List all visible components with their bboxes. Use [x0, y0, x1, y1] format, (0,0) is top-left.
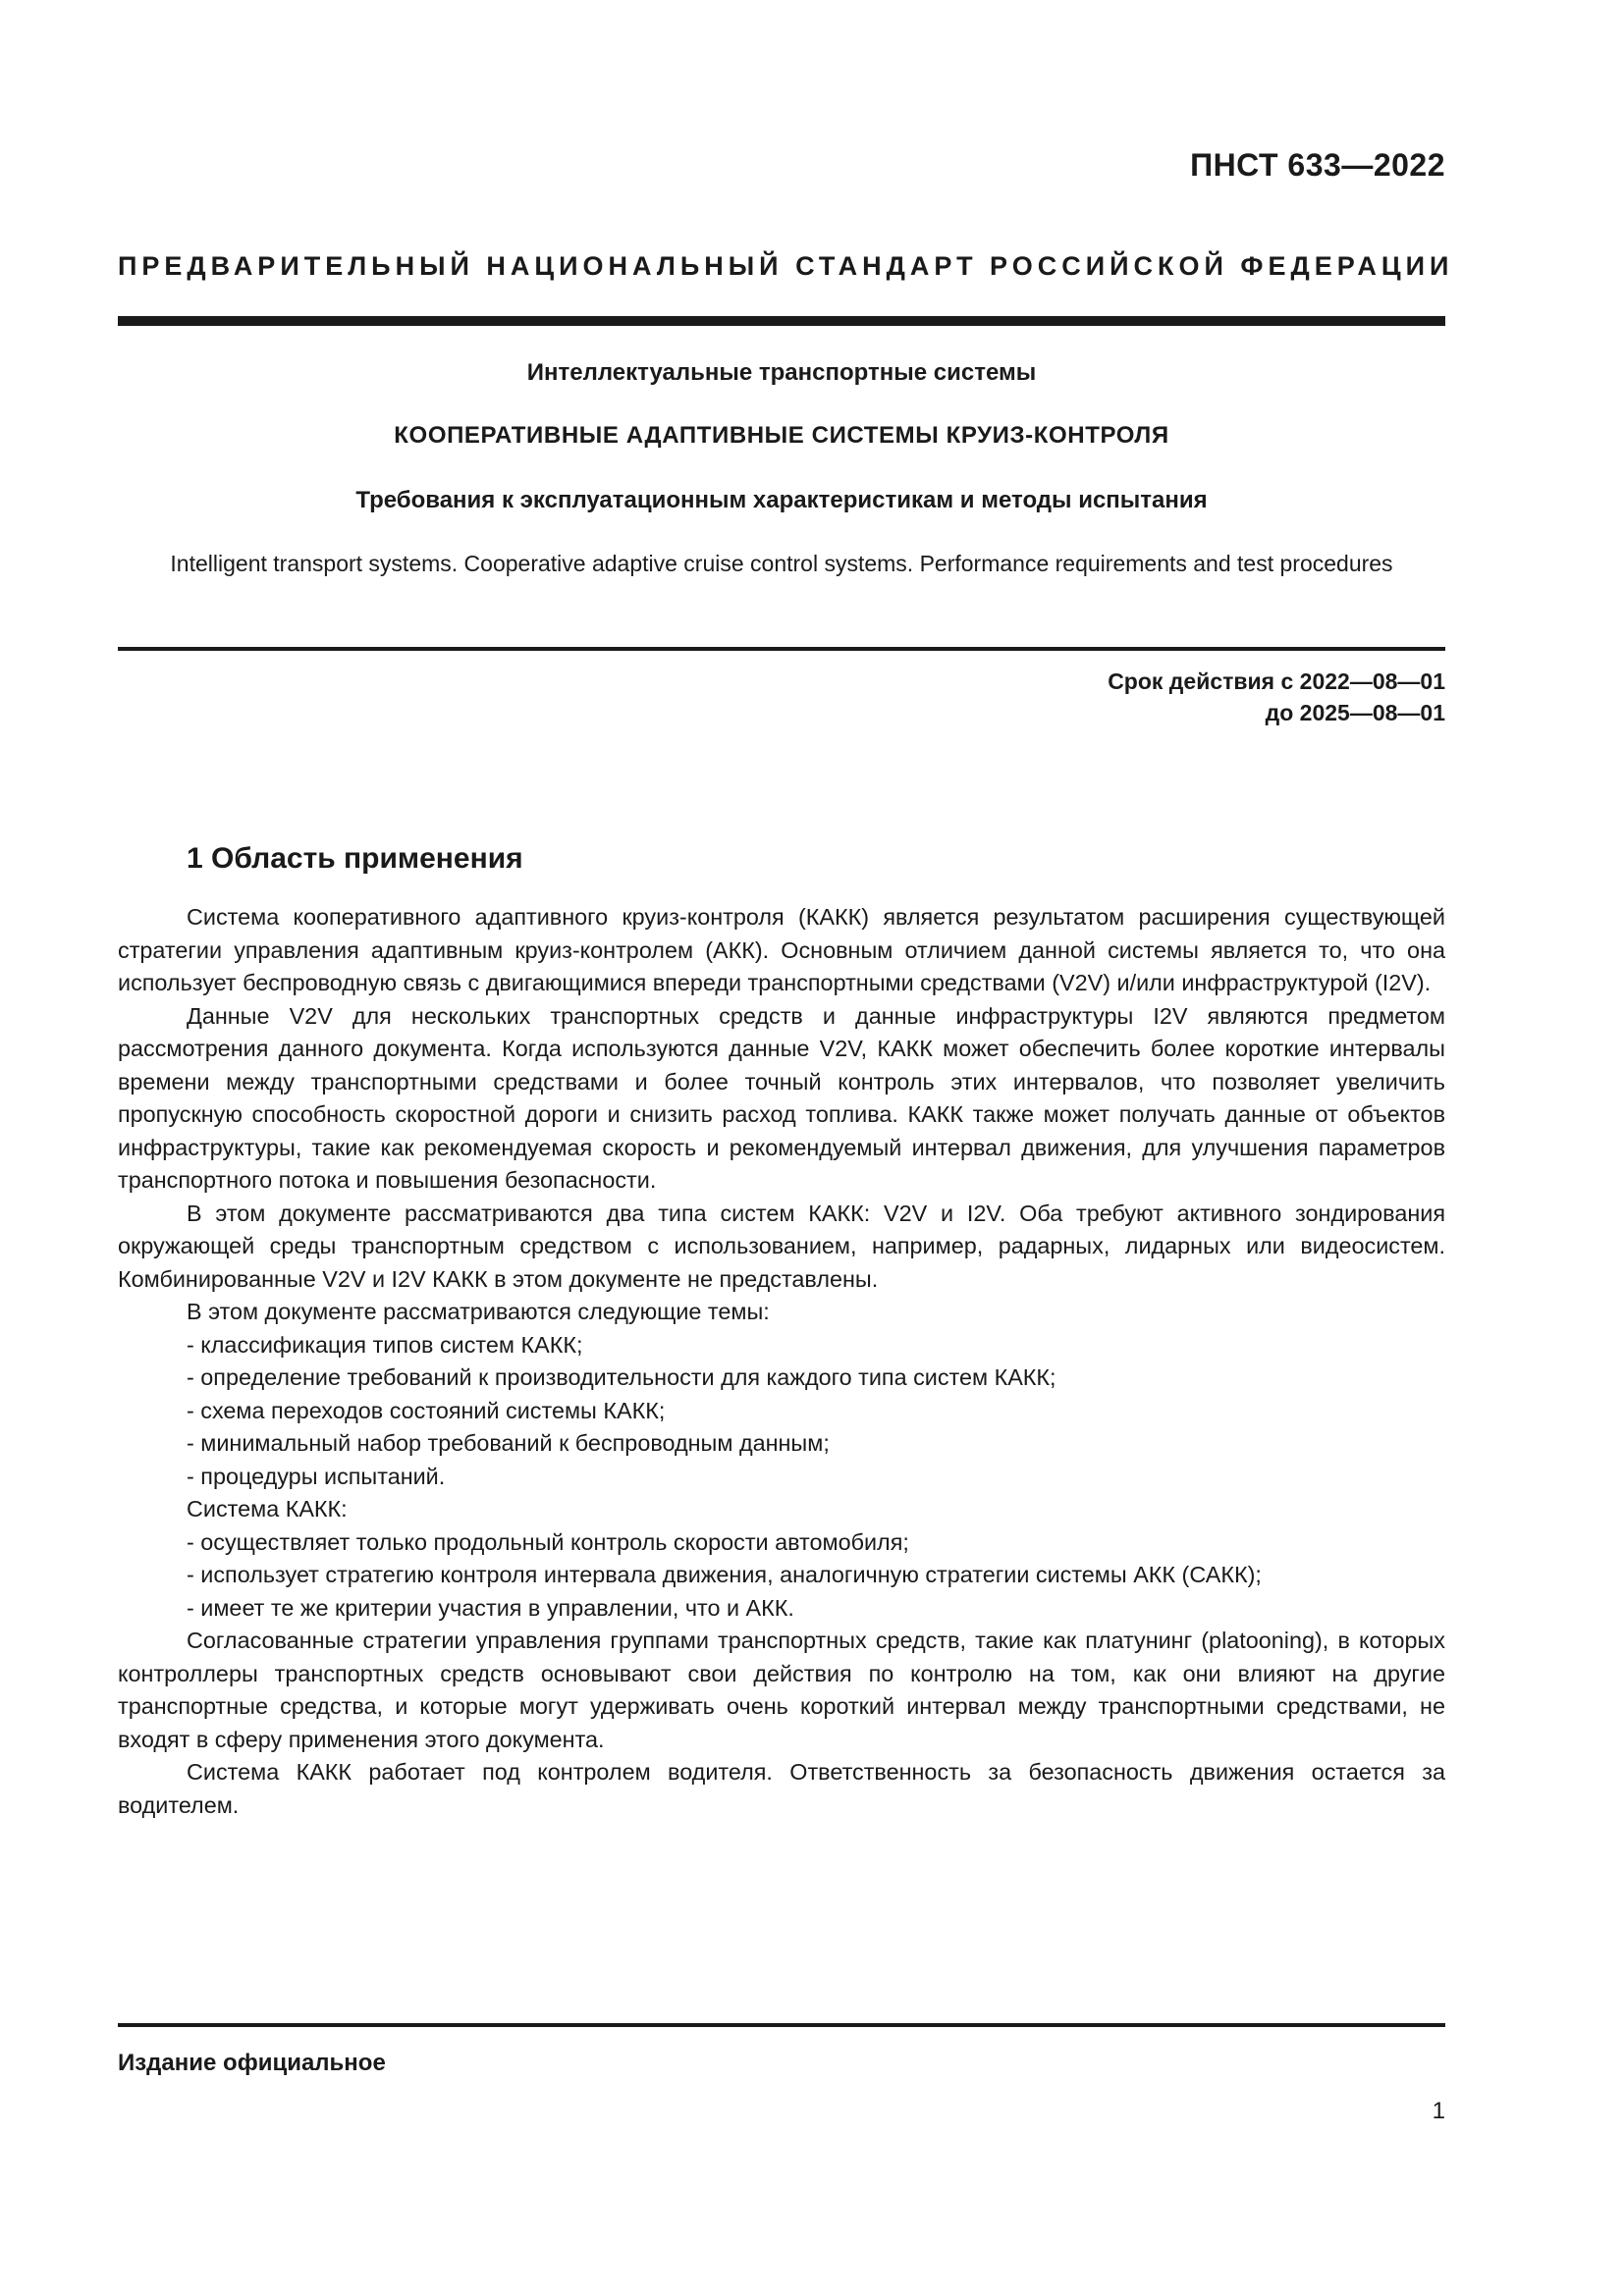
main-title: КООПЕРАТИВНЫЕ АДАПТИВНЫЕ СИСТЕМЫ КРУИЗ-КОНТРОЛЯ: [394, 422, 1169, 449]
footer-divider: [118, 2023, 1445, 2027]
series-title: Интеллектуальные транспортные системы: [526, 359, 1037, 386]
header-divider: [118, 316, 1445, 326]
validity-period: [1108, 666, 1445, 728]
list-item: - схема переходов состояний системы КАКК;: [187, 1397, 666, 1423]
list-item: - имеет те же критерии участия в управлении, что и АКК.: [187, 1594, 794, 1621]
validity-from: Срок действия с 2022—08—01: [1108, 668, 1445, 694]
list-item: - определение требований к производительности для каждого типа систем КАКК;: [187, 1364, 1056, 1390]
title-divider: [118, 647, 1445, 651]
list-item: - использует стратегию контроля интервала движения, аналогичную стратегии системы АКК (САКК);: [187, 1562, 1262, 1587]
paragraph: Система кооперативного адаптивного круиз-контроля (КАКК) является результатом расширения существующей стратегии управления адаптивным круиз-контролем (АКК). Основным отличием данной системы является то, что она использует беспроводную связь с двигающимися впереди транспортными средствами (V2V) и/или инфраструктурой (I2V).: [118, 904, 1445, 995]
list-item: - классификация типов систем КАКК;: [187, 1331, 583, 1358]
page-number: 1: [1432, 2098, 1445, 2124]
section-heading: 1 Область применения: [187, 842, 523, 875]
list-item: - осуществляет только продольный контроль скорости автомобиля;: [187, 1528, 909, 1555]
document-page: [118, 0, 1454, 2296]
section-body: [118, 901, 1445, 1822]
paragraph: В этом документе рассматриваются следующие темы:: [187, 1299, 770, 1324]
document-number: ПНСТ 633—2022: [1190, 147, 1445, 183]
paragraph: Система КАКК работает под контролем водителя. Ответственность за безопасность движения остается за водителем.: [118, 1759, 1445, 1818]
paragraph: Согласованные стратегии управления группами транспортных средств, такие как платунинг (platooning), в которых контроллеры транспортных средств основывают свои действия по контролю на том, как они влияют на другие транспортные средства, и которые могут удерживать очень короткий интервал между транспортными средствами, не входят в сферу применения этого документа.: [118, 1628, 1445, 1752]
list-item: - минимальный набор требований к беспроводным данным;: [187, 1430, 830, 1456]
paragraph: Данные V2V для нескольких транспортных средств и данные инфраструктуры I2V являются предметом рассмотрения данного документа. Когда используются данные V2V, КАКК может обеспечить более короткие интервалы времени между транспортными средствами и более точный контроль этих интервалов, что позволяет увеличить пропускную способность скоростной дороги и снизить расход топлива. КАКК также может получать данные от объектов инфраструктуры, такие как рекомендуемая скорость и рекомендуемый интервал движения, для улучшения параметров транспортного потока и повышения безопасности.: [118, 1002, 1445, 1193]
subtitle: Требования к эксплуатационным характеристикам и методы испытания: [355, 487, 1208, 513]
paragraph: В этом документе рассматриваются два типа систем КАКК: V2V и I2V. Оба требуют активного зондирования окружающей среды транспортным средством с использованием, например, радарных, лидарных или видеосистем. Комбинированные V2V и I2V КАКК в этом документе не представлены.: [118, 1200, 1445, 1292]
english-title: Intelligent transport systems. Cooperative adaptive cruise control systems. Performance requirements and test procedures: [170, 551, 1393, 576]
edition-label: Издание официальное: [118, 2050, 386, 2076]
system-label: Система КАКК:: [187, 1496, 348, 1522]
validity-to: до 2025—08—01: [1265, 700, 1445, 725]
standard-type-heading: ПРЕДВАРИТЕЛЬНЫЙ НАЦИОНАЛЬНЫЙ СТАНДАРТ РОССИЙСКОЙ ФЕДЕРАЦИИ: [118, 251, 1454, 281]
list-item: - процедуры испытаний.: [187, 1463, 446, 1489]
